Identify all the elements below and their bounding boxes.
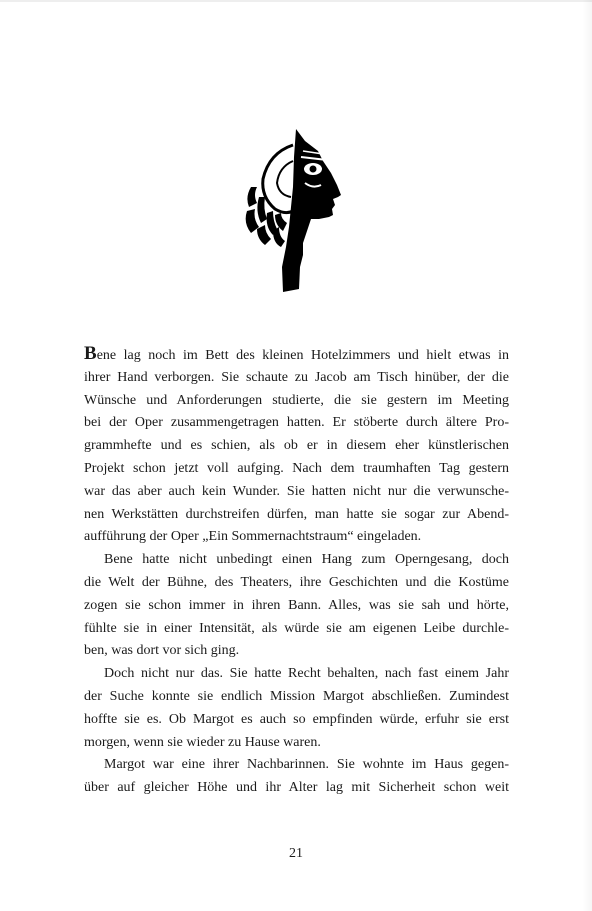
text-line: ihrer Hand verborgen. Sie schaute zu Jacob am Tisch hinüber, der die: [84, 369, 509, 385]
text-line: Wünsche und Anforderungen studierte, die sie gestern im Meeting: [84, 392, 509, 408]
text-line: Margot war eine ihrer Nachbarinnen. Sie wohnte im Haus gegen-: [104, 757, 509, 773]
text-line: ben, was dort vor sich ging.: [84, 643, 240, 659]
text-line: Doch nicht nur das. Sie hatte Recht behalten, nach fast einem Jahr: [104, 666, 509, 682]
page-top-edge: [0, 0, 592, 2]
text-line: morgen, wenn sie wieder zu Hause waren.: [84, 734, 321, 750]
page-right-edge-shadow: [582, 0, 592, 911]
text-line: bei der Oper zusammengetragen hatten. Er stöberte durch ältere Pro-: [84, 415, 509, 431]
text-line: Bene hatte nicht unbedingt einen Hang zum Operngesang, doch: [104, 552, 509, 568]
text-line: Bene lag noch im Bett des kleinen Hotelzimmers und hielt etwas in: [84, 343, 509, 364]
drop-cap: B: [84, 343, 97, 364]
theatre-mask-face-icon: [243, 127, 343, 292]
text-line: über auf gleicher Höhe und ihr Alter lag mit Sicherheit schon weit: [84, 780, 509, 796]
text-line: hoffte sie es. Ob Margot es auch so empfinden würde, erfuhr sie erst: [84, 711, 509, 727]
text-line: aufführung der Oper „Ein Sommernachtstraum“ eingeladen.: [84, 529, 422, 545]
text-line: zogen sie schon immer in ihren Bann. Alles, was sie sah und hörte,: [84, 597, 509, 613]
text-line: nen Werkstätten durchstreifen dürfen, man hatte sie sogar zur Abend-: [84, 506, 509, 522]
text-line: war das aber auch kein Wunder. Sie hatten nicht nur die verwunsche-: [84, 483, 509, 499]
text-line: grammhefte und es schien, als ob er in diesem eher künstlerischen: [84, 438, 509, 454]
text-line: fühlte sie in einer Intensität, als würde sie am eigenen Leibe durchle-: [84, 620, 509, 636]
text-line: der Suche konnte sie endlich Mission Margot abschließen. Zumindest: [84, 688, 509, 704]
body-text: [84, 344, 509, 800]
text-line: die Welt der Bühne, des Theaters, ihre Geschichten und die Kostüme: [84, 574, 509, 590]
page-number: 21: [289, 846, 303, 861]
text-line: Projekt schon jetzt voll aufging. Nach dem traumhaften Tag gestern: [84, 460, 509, 476]
